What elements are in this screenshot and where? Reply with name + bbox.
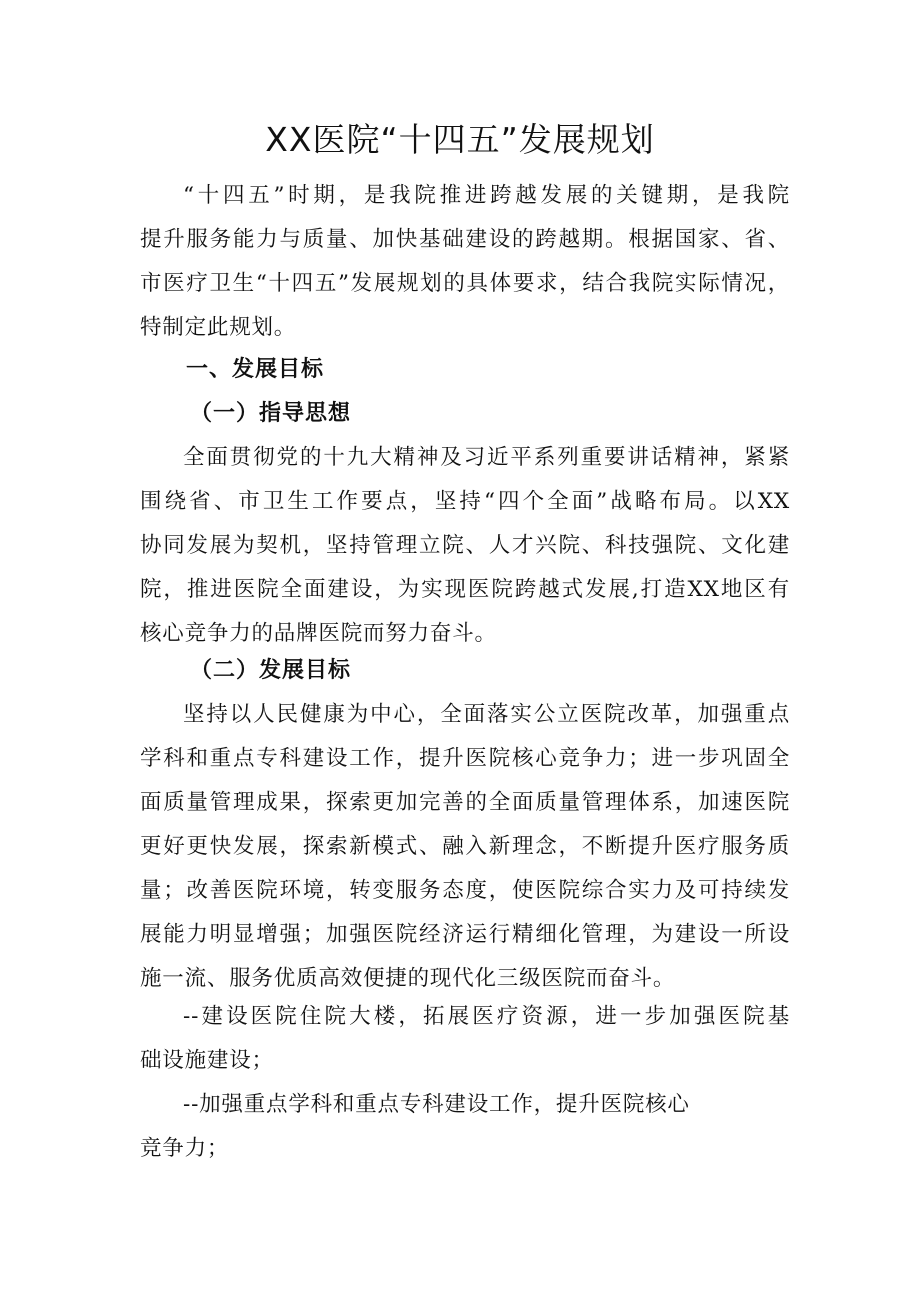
goals-line-3: 面质量管理成果，探索更加完善的全面质量管理体系，加速医院 xyxy=(140,790,790,815)
goals-line-5: 量；改善医院环境，转变服务态度，使医院综合实力及可持续发 xyxy=(140,878,790,903)
development-goals-paragraph xyxy=(140,693,790,1001)
section-heading-goals: 一、发展目标 xyxy=(186,357,325,382)
item1-line-1: --建设医院住院大楼，拓展医疗资源，进一步加强医院基 xyxy=(183,1004,790,1029)
intro-paragraph xyxy=(140,174,790,350)
goals-line-6: 展能力明显增强；加强医院经济运行精细化管理，为建设一所设 xyxy=(140,922,790,947)
goal-item-key-disciplines xyxy=(140,1083,740,1171)
guiding-thought-paragraph xyxy=(140,436,790,656)
item1-line-2: 础设施建设； xyxy=(140,1048,274,1073)
document-title: XX医院“十四五”发展规划 xyxy=(265,120,655,159)
goals-line-4: 更好更快发展，探索新模式、融入新理念，不断提升医疗服务质 xyxy=(140,834,790,859)
intro-line-4: 特制定此规划。 xyxy=(140,315,297,340)
guiding-line-3: 协同发展为契机，坚持管理立院、人才兴院、科技强院、文化建 xyxy=(140,533,790,558)
subsection-heading-guiding-thought: （一）指导思想 xyxy=(190,401,352,426)
intro-line-2: 提升服务能力与质量、加快基础建设的跨越期。根据国家、省、 xyxy=(140,227,790,252)
subsection-heading-development-goals: （二）发展目标 xyxy=(190,658,352,683)
item2-line-1: --加强重点学科和重点专科建设工作，提升医院核心 xyxy=(183,1092,690,1117)
item2-line-2: 竞争力； xyxy=(140,1136,230,1161)
guiding-line-5: 核心竞争力的品牌医院而努力奋斗。 xyxy=(140,621,497,646)
goals-line-2: 学科和重点专科建设工作，提升医院核心竞争力；进一步巩固全 xyxy=(140,746,790,771)
intro-line-1: “十四五”时期，是我院推进跨越发展的关键期，是我院 xyxy=(183,183,790,208)
goals-line-1: 坚持以人民健康为中心，全面落实公立医院改革，加强重点 xyxy=(183,702,790,727)
goal-item-inpatient-building xyxy=(140,995,790,1083)
guiding-line-2: 围绕省、市卫生工作要点，坚持“四个全面”战略布局。以XX xyxy=(140,489,790,514)
guiding-line-1: 全面贯彻党的十九大精神及习近平系列重要讲话精神，紧紧 xyxy=(183,445,790,470)
guiding-line-4: 院，推进医院全面建设，为实现医院跨越式发展,打造XX地区有 xyxy=(140,577,790,602)
intro-line-3: 市医疗卫生“十四五”发展规划的具体要求，结合我院实际情况， xyxy=(140,271,790,296)
goals-line-7: 施一流、服务优质高效便捷的现代化三级医院而奋斗。 xyxy=(140,966,676,991)
